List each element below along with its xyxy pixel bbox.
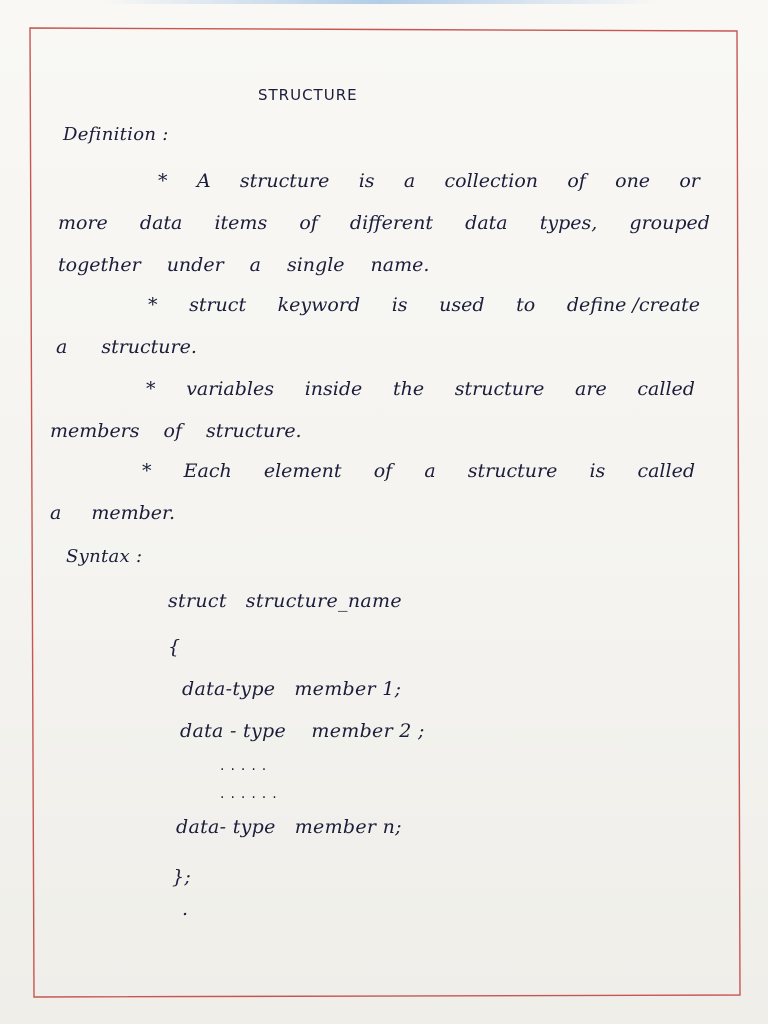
word: used [439,294,485,316]
word: different [349,212,434,234]
word: is [358,170,375,192]
word: A [196,170,211,192]
syntax-member-1: data-type member 1; [182,678,402,700]
word: inside [304,378,363,400]
page-title: STRUCTURE [258,86,358,104]
syntax-member-2: data - type member 2 ; [180,720,425,742]
word: together [58,254,141,276]
word: a [249,254,261,276]
word: grouped [629,212,710,234]
syntax-struct-line: struct structure_name [168,590,402,612]
definition-heading: Definition : [63,124,169,145]
point-1-line-3 [50,244,710,286]
word: collection [444,170,539,192]
word: data [139,212,183,234]
bullet-icon: * [146,378,156,400]
word: structure [454,378,545,400]
bullet-icon: * [142,460,152,482]
definition-point-4 [50,450,710,534]
syntax-open-brace: { [168,636,181,658]
syntax-trailing-dot: . [182,898,189,920]
word: called [637,378,695,400]
word: structure. [206,420,302,442]
word: to [516,294,536,316]
definition-point-1 [50,160,710,286]
syntax-ellipsis-1: ..... [220,758,273,774]
word: more [58,212,108,234]
point-1-line-2 [50,202,710,244]
word: structure. [101,336,197,358]
word: structure [239,170,330,192]
word: a [403,170,416,192]
syntax-heading: Syntax : [66,546,143,567]
word: the [392,378,425,400]
word: types, [539,212,598,234]
word: a [50,502,62,524]
word: data [465,212,508,234]
point-4-line-2 [50,492,710,534]
point-3-line-1 [50,368,710,410]
word: a [56,336,68,358]
word: under [166,254,224,276]
word: variables [186,378,274,400]
word: keyword [277,294,361,316]
word: are [575,378,607,400]
word: member. [91,502,176,524]
word: of [163,420,183,442]
word: or [679,170,700,192]
word: of [567,170,586,192]
bullet-icon: * [158,170,168,192]
word: define /create [566,294,700,316]
syntax-ellipsis-2: ...... [220,786,283,802]
word: is [589,460,606,482]
word: Each [183,460,232,482]
bullet-icon: * [148,294,158,316]
word: element [263,460,342,482]
syntax-member-n: data- type member n; [176,816,402,838]
definition-point-2 [50,284,710,368]
point-2-line-2 [50,326,710,368]
word: members [50,420,140,442]
word: one [615,170,651,192]
word: a [424,460,436,482]
word: called [637,460,695,482]
point-1-line-1 [50,160,710,202]
word: struct [189,294,247,316]
point-4-line-1 [50,450,710,492]
word: of [373,460,393,482]
point-2-line-1 [50,284,710,326]
word: of [299,212,318,234]
point-3-line-2 [50,410,710,452]
word: items [214,212,268,234]
syntax-close-brace: }; [172,866,192,888]
word: structure [467,460,558,482]
word: is [391,294,408,316]
word: single [286,254,345,276]
word: name. [370,254,430,276]
definition-point-3 [50,368,710,452]
